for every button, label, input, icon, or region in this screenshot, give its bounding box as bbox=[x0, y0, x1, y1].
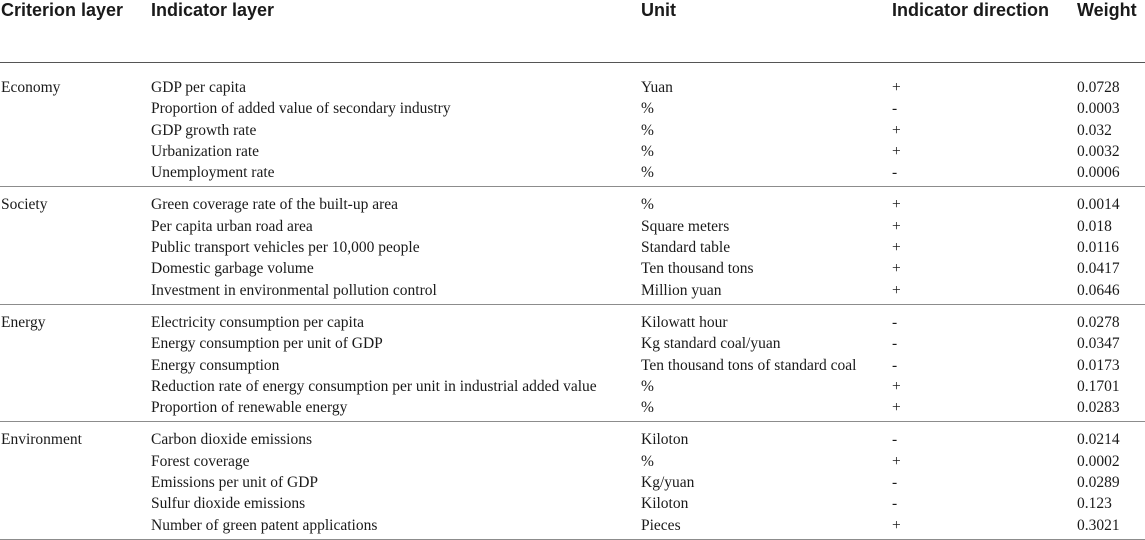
direction-cell: - bbox=[892, 335, 898, 353]
indicator-cell: Electricity consumption per capita bbox=[151, 313, 365, 331]
criterion-cell bbox=[0, 472, 151, 493]
direction-cell: + bbox=[892, 377, 901, 395]
criterion-cell: Energy bbox=[1, 313, 46, 331]
criterion-cell bbox=[0, 515, 151, 540]
criterion-cell bbox=[0, 333, 151, 354]
table-row bbox=[0, 397, 1145, 422]
criterion-cell bbox=[0, 141, 151, 162]
direction-cell: + bbox=[892, 121, 901, 139]
table-row bbox=[0, 472, 1145, 493]
criterion-cell bbox=[0, 216, 151, 237]
indicator-cell: Green coverage rate of the built-up area bbox=[151, 196, 399, 214]
criterion-cell bbox=[0, 280, 151, 305]
weight-cell: 0.1701 bbox=[1077, 377, 1120, 395]
weight-cell: 0.0032 bbox=[1077, 142, 1120, 160]
table-row bbox=[0, 451, 1145, 472]
indicator-cell: Unemployment rate bbox=[151, 162, 641, 187]
indicator-cell: Carbon dioxide emissions bbox=[151, 431, 313, 449]
unit-cell: % bbox=[641, 196, 654, 214]
direction-cell: - bbox=[892, 100, 898, 118]
direction-cell: + bbox=[892, 260, 901, 278]
unit-cell: Kilowatt hour bbox=[641, 313, 728, 331]
table-row bbox=[0, 141, 1145, 162]
table-row bbox=[0, 333, 1145, 354]
weight-cell: 0.0006 bbox=[1077, 162, 1145, 187]
direction-cell: - bbox=[892, 474, 898, 492]
weight-cell: 0.0278 bbox=[1077, 313, 1120, 331]
table-row bbox=[0, 162, 1145, 187]
indicator-cell: GDP growth rate bbox=[151, 121, 257, 139]
indicator-cell: Energy consumption bbox=[151, 356, 280, 374]
unit-cell: % bbox=[641, 377, 654, 395]
direction-cell: - bbox=[892, 356, 898, 374]
direction-cell: + bbox=[892, 452, 901, 470]
unit-cell: % bbox=[641, 100, 654, 118]
unit-cell: Kiloton bbox=[641, 431, 689, 449]
direction-cell: - bbox=[892, 431, 898, 449]
table-row bbox=[0, 98, 1145, 119]
direction-cell: + bbox=[892, 397, 1077, 422]
indicator-cell: Sulfur dioxide emissions bbox=[151, 495, 306, 513]
criterion-cell bbox=[0, 237, 151, 258]
header-weight: Weight bbox=[1077, 0, 1145, 63]
table-row bbox=[0, 120, 1145, 141]
weight-cell: 0.0283 bbox=[1077, 397, 1145, 422]
indicator-cell: Per capita urban road area bbox=[151, 217, 313, 235]
unit-cell: Standard table bbox=[641, 239, 731, 257]
table-row bbox=[0, 515, 1145, 540]
weight-cell: 0.0002 bbox=[1077, 452, 1120, 470]
unit-cell: Million yuan bbox=[641, 280, 892, 305]
weight-cell: 0.0646 bbox=[1077, 280, 1145, 305]
indicator-cell: Investment in environmental pollution control bbox=[151, 280, 641, 305]
unit-cell: Kg standard coal/yuan bbox=[641, 335, 781, 353]
criterion-cell bbox=[0, 98, 151, 119]
unit-cell: Kiloton bbox=[641, 495, 689, 513]
direction-cell: + bbox=[892, 239, 901, 257]
header-row bbox=[0, 0, 1145, 63]
header-unit: Unit bbox=[641, 0, 892, 63]
weight-cell: 0.0289 bbox=[1077, 474, 1120, 492]
table-row bbox=[0, 258, 1145, 279]
unit-cell: Yuan bbox=[641, 79, 673, 96]
table-row bbox=[0, 422, 1145, 451]
indicator-cell: Proportion of renewable energy bbox=[151, 397, 641, 422]
header-direction: Indicator direction bbox=[892, 0, 1077, 63]
criterion-cell: Environment bbox=[1, 431, 82, 449]
unit-cell: Ten thousand tons of standard coal bbox=[641, 356, 857, 374]
unit-cell: Ten thousand tons bbox=[641, 260, 754, 278]
weight-cell: 0.123 bbox=[1077, 495, 1112, 513]
indicator-cell: Reduction rate of energy consumption per unit in industrial added value bbox=[151, 377, 597, 395]
weight-cell: 0.0417 bbox=[1077, 260, 1120, 278]
weight-cell: 0.0214 bbox=[1077, 431, 1120, 449]
direction-cell: - bbox=[892, 313, 898, 331]
weight-cell: 0.0116 bbox=[1077, 239, 1120, 257]
table-row bbox=[0, 376, 1145, 397]
criterion-cell bbox=[0, 493, 151, 514]
table-row bbox=[0, 63, 1145, 99]
weight-cell: 0.0347 bbox=[1077, 335, 1120, 353]
criterion-cell bbox=[0, 162, 151, 187]
unit-cell: % bbox=[641, 397, 892, 422]
indicator-cell: Energy consumption per unit of GDP bbox=[151, 335, 383, 353]
weight-cell: 0.032 bbox=[1077, 121, 1112, 139]
table-row bbox=[0, 493, 1145, 514]
unit-cell: Kg/yuan bbox=[641, 474, 695, 492]
weight-cell: 0.0173 bbox=[1077, 356, 1120, 374]
criterion-cell: Society bbox=[1, 196, 48, 214]
table-row bbox=[0, 355, 1145, 376]
table-row bbox=[0, 237, 1145, 258]
criterion-cell bbox=[0, 451, 151, 472]
criterion-cell bbox=[0, 258, 151, 279]
unit-cell: % bbox=[641, 452, 654, 470]
weight-cell: 0.0003 bbox=[1077, 100, 1120, 118]
direction-cell: + bbox=[892, 142, 901, 160]
criterion-cell bbox=[0, 397, 151, 422]
header-indicator: Indicator layer bbox=[151, 0, 641, 63]
table-row bbox=[0, 280, 1145, 305]
indicator-cell: Number of green patent applications bbox=[151, 515, 641, 540]
unit-cell: Pieces bbox=[641, 515, 892, 540]
direction-cell: + bbox=[892, 515, 1077, 540]
unit-cell: % bbox=[641, 162, 892, 187]
direction-cell: + bbox=[892, 217, 901, 235]
weight-cell: 0.0728 bbox=[1077, 79, 1120, 96]
indicator-cell: Proportion of added value of secondary industry bbox=[151, 100, 451, 118]
direction-cell: + bbox=[892, 280, 1077, 305]
direction-cell: - bbox=[892, 495, 898, 513]
indicator-cell: Public transport vehicles per 10,000 people bbox=[151, 239, 420, 257]
direction-cell: + bbox=[892, 79, 901, 96]
weight-cell: 0.0014 bbox=[1077, 196, 1120, 214]
table-row bbox=[0, 304, 1145, 333]
criterion-cell: Economy bbox=[1, 79, 61, 96]
weight-cell: 0.018 bbox=[1077, 217, 1112, 235]
unit-cell: % bbox=[641, 142, 654, 160]
direction-cell: + bbox=[892, 196, 901, 214]
indicator-cell: Emissions per unit of GDP bbox=[151, 474, 319, 492]
table-row bbox=[0, 187, 1145, 216]
direction-cell: - bbox=[892, 162, 1077, 187]
indicator-cell: GDP per capita bbox=[151, 79, 246, 96]
criterion-cell bbox=[0, 120, 151, 141]
weight-cell: 0.3021 bbox=[1077, 515, 1145, 540]
unit-cell: Square meters bbox=[641, 217, 730, 235]
table-row bbox=[0, 216, 1145, 237]
indicator-cell: Domestic garbage volume bbox=[151, 260, 314, 278]
indicator-cell: Urbanization rate bbox=[151, 142, 260, 160]
unit-cell: % bbox=[641, 121, 654, 139]
criterion-cell bbox=[0, 355, 151, 376]
criterion-cell bbox=[0, 376, 151, 397]
indicator-cell: Forest coverage bbox=[151, 452, 250, 470]
header-criterion: Criterion layer bbox=[0, 0, 151, 63]
